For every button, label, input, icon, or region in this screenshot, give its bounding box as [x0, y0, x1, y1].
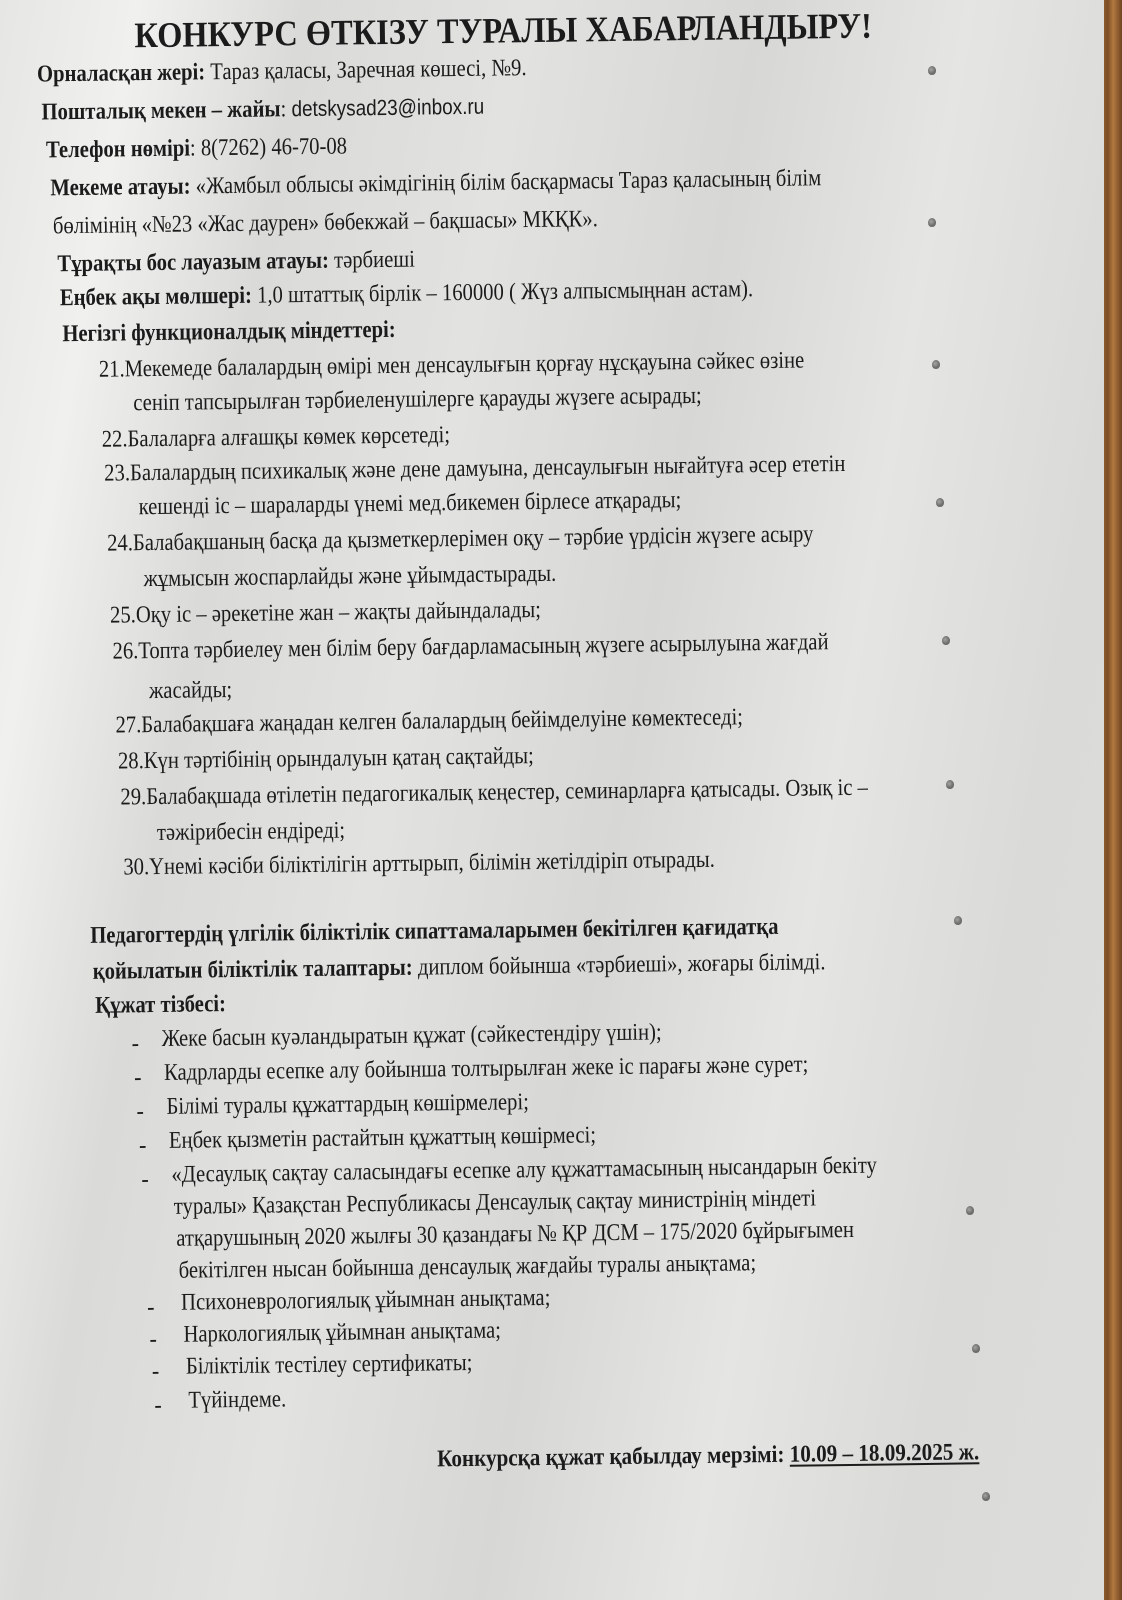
- duty-text-cont: жұмысын жоспарлайды және ұйымдастырады.: [143, 560, 557, 593]
- doc-item-5-cont-1: [174, 1185, 817, 1220]
- paper-speck: [946, 780, 954, 789]
- paper-speck: [972, 1344, 980, 1353]
- location-label: Орналасқан жері:: [36, 59, 206, 88]
- duty-text: Оқу іс – әрекетіне жан – жақты дайындалады;: [135, 596, 542, 629]
- duty-item-21: [99, 348, 805, 384]
- duty-item-29: [120, 775, 868, 812]
- duty-item-24: [107, 521, 814, 557]
- paper-speck: [932, 360, 940, 369]
- paper-speck: [942, 636, 950, 645]
- duty-text-cont: тәжірибесін ендіреді;: [156, 817, 346, 847]
- requirements-label-line2: қойылатын біліктілік талаптары:: [92, 954, 413, 985]
- postal-label: Пошталық мекен – жайы: [41, 96, 281, 126]
- duty-number: 30.: [123, 854, 150, 881]
- doc-text-cont: бекітілген нысан бойынша денсаулық жағдайы туралы анықтама;: [178, 1250, 757, 1284]
- doc-item-5: [171, 1153, 877, 1189]
- doc-text: Кадрларды есепке алу бойынша толтырылған жеке іс парағы және сурет;: [163, 1051, 809, 1086]
- doc-text: Еңбек қызметін растайтын құжаттың көшірмесі;: [168, 1122, 597, 1154]
- duty-item-29-cont: [157, 818, 346, 847]
- duty-text-cont: жасайды;: [148, 677, 233, 705]
- bullet-dash: -: [131, 1030, 140, 1056]
- duty-item-23: [104, 451, 845, 488]
- doc-item-5-cont-3: [178, 1250, 756, 1285]
- requirements-row: [90, 914, 779, 950]
- vacancy-value: тәрбиеші: [328, 246, 416, 274]
- bullet-dash: -: [136, 1098, 145, 1124]
- deadline-date: 10.09 – 18.09.2025 ж.: [789, 1439, 980, 1468]
- paper-speck: [954, 916, 962, 925]
- location-value: Тараз қаласы, Заречная көшесі, №9.: [204, 55, 527, 86]
- doc-text: Түйіндеме.: [188, 1386, 287, 1414]
- doc-text: «Десаулық сақтау саласындағы есепке алу құжаттамасының нысандарын бекіту: [171, 1152, 878, 1188]
- duty-number: 24.: [106, 530, 134, 557]
- duty-number: 27.: [115, 712, 142, 739]
- salary-row: [60, 276, 754, 312]
- duty-text: Балабақшада өтілетін педагогикалық кеңестер, семинарларға қатысады. Озық іс –: [146, 774, 869, 811]
- bullet-dash: -: [151, 1358, 160, 1384]
- bullet-dash: -: [149, 1326, 158, 1352]
- doc-item-9: [188, 1386, 286, 1414]
- vacancy-row: [57, 247, 415, 279]
- phone-value: 8(7262) 46-70-08: [195, 133, 348, 162]
- duty-item-27: [115, 704, 743, 739]
- institution-value-line2: бөлімінің «№23 «Жас даурен» бөбекжай – бақшасы» МКҚК».: [52, 206, 598, 240]
- requirements-label-line1: Педагогтердің үлгілік біліктілік сипаттамаларымен бекітілген қағидатқа: [90, 913, 779, 949]
- duty-text: Топта тәрбиелеу мен білім беру бағдарламасының жүзеге асырылуына жағдай: [138, 629, 829, 665]
- paper-speck: [928, 218, 936, 227]
- duty-number: 26.: [112, 638, 139, 665]
- bullet-dash: -: [138, 1132, 147, 1158]
- duty-item-26-cont: [149, 677, 232, 705]
- institution-row-2: [53, 206, 598, 240]
- duty-text: Мекемеде балалардың өмірі мен денсаулығын қорғау нұсқауына сәйкес өзіне: [124, 347, 805, 383]
- duty-number: 23.: [104, 460, 131, 487]
- docs-heading: [95, 991, 226, 1020]
- duties-heading-text: Негізгі функционалдық міндеттері:: [62, 316, 396, 348]
- deadline-row: [437, 1439, 979, 1473]
- doc-text-cont: туралы» Қазақстан Республикасы Денсаулық сақтау министрінің міндеті: [173, 1185, 817, 1220]
- institution-row: [50, 165, 821, 202]
- doc-item-2: [164, 1052, 809, 1087]
- paper-speck: [936, 498, 944, 507]
- paper-speck: [928, 66, 936, 75]
- paper-speck: [982, 1492, 990, 1501]
- duty-text: Балалардың психикалық және дене дамуына, денсаулығын нығайтуға әсер ететін: [129, 450, 846, 487]
- vacancy-label: Тұрақты бос лауазым атауы:: [57, 247, 330, 278]
- duty-number: 25.: [109, 602, 137, 629]
- duty-number: 21.: [98, 356, 125, 383]
- paper-speck: [966, 1206, 974, 1215]
- duty-text: Балаларға алғашқы көмек көрсетеді;: [127, 422, 451, 453]
- doc-text-cont: атқарушының 2020 жылғы 30 қазандағы № ҚР ДСМ – 175/2020 бұйрығымен: [176, 1216, 855, 1252]
- duty-item-25: [110, 597, 541, 630]
- bullet-dash: -: [146, 1294, 155, 1320]
- duty-item-22: [102, 422, 451, 454]
- duties-heading: [62, 317, 396, 348]
- duty-item-26: [112, 629, 828, 665]
- duty-item-30: [123, 847, 715, 882]
- postal-row: [41, 94, 484, 127]
- doc-text: Білімі туралы құжаттардың көшірмелері;: [166, 1089, 530, 1120]
- doc-item-1: [161, 1019, 661, 1053]
- doc-item-4: [169, 1122, 596, 1155]
- doc-item-8: [186, 1350, 473, 1381]
- bullet-dash: -: [141, 1166, 149, 1192]
- duty-number: 22.: [101, 426, 128, 453]
- duty-text: Күн тәртібінің орындалуын қатаң сақтайды;: [143, 743, 534, 775]
- duty-text: Үнемі кәсіби біліктілігін арттырып, білімін жетілдіріп отырады.: [148, 846, 715, 881]
- postal-colon: :: [280, 96, 287, 123]
- doc-item-7: [183, 1318, 501, 1349]
- institution-label: Мекеме атауы:: [50, 173, 191, 202]
- salary-value: 1,0 штаттық бірлік – 160000 ( Жүз алпысмыңнан астам).: [251, 276, 754, 309]
- requirements-value: диплом бойынша «тәрбиеші», жоғары білімді.: [412, 949, 826, 981]
- duty-number: 29.: [120, 784, 147, 811]
- requirements-row-2: [93, 949, 826, 986]
- institution-value-line1: «Жамбыл облысы әкімдігінің білім басқармасы Тараз қаласының білім: [190, 165, 822, 200]
- duty-item-24-cont: [143, 561, 556, 593]
- bullet-dash: -: [154, 1392, 162, 1418]
- deadline-label: Конкурсқа құжат қабылдау мерзімі:: [436, 1441, 790, 1473]
- duty-item-28: [118, 743, 534, 775]
- doc-text: Психоневрологиялық ұйымнан анықтама;: [180, 1284, 551, 1316]
- duty-text-cont: сеніп тапсырылған тәрбиеленушілерге қарауды жүзеге асырады;: [133, 382, 702, 417]
- phone-row: [46, 133, 347, 164]
- location-row: [37, 55, 527, 88]
- duty-text-cont: кешенді іс – шараларды үнемі мед.бикемен бірлесе атқарады;: [138, 487, 682, 521]
- duty-item-23-cont: [138, 487, 681, 521]
- duty-number: 28.: [117, 748, 144, 775]
- bullet-dash: -: [133, 1064, 142, 1090]
- duty-text: Балабақшаның басқа да қызметкерлерімен оқу – тәрбие үрдісін жүзеге асыру: [132, 521, 814, 557]
- postal-email: detskysad23@inbox.ru: [286, 93, 485, 122]
- document-title: КОНКУРС ӨТКІЗУ ТУРАЛЫ ХАБАРЛАНДЫРУ!: [134, 5, 873, 56]
- duty-item-21-cont: [133, 383, 702, 417]
- doc-item-3: [166, 1089, 529, 1121]
- docs-heading-text: Құжат тізбесі:: [95, 991, 227, 1019]
- doc-text: Наркологиялық ұйымнан анықтама;: [183, 1317, 502, 1348]
- phone-colon: :: [189, 135, 196, 162]
- doc-text: Жеке басын куәландыратын құжат (сәйкестендіру үшін);: [161, 1019, 662, 1052]
- doc-item-5-cont-2: [176, 1217, 854, 1253]
- duty-text: Балабақшаға жаңадан келген балалардың бейімделуіне көмектеседі;: [141, 704, 744, 739]
- doc-item-6: [181, 1285, 551, 1317]
- doc-text: Біліктілік тестілеу сертификаты;: [185, 1349, 473, 1380]
- salary-label: Еңбек ақы мөлшері:: [59, 282, 253, 312]
- phone-label: Телефон нөмірі: [45, 135, 191, 164]
